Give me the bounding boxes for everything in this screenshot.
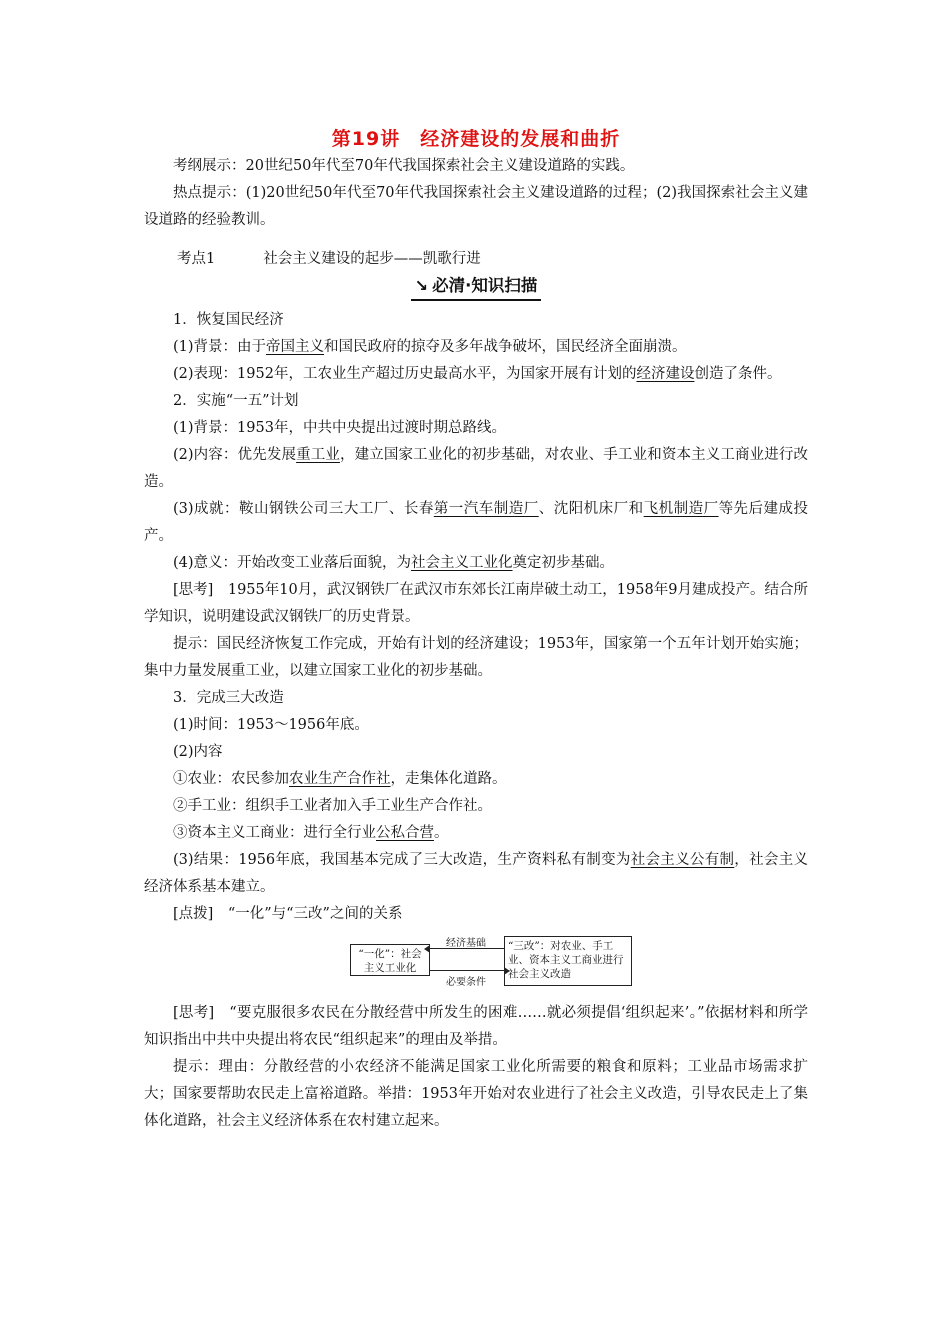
- diagram-top-label: 经济基础: [446, 938, 486, 949]
- lesson-title: 第19讲 经济建设的发展和曲折: [331, 128, 621, 150]
- section-1-performance: (2)表现：1952年，工农业生产超过历史最高水平，为国家开展有计划的经济建设创造了条件。: [173, 366, 782, 382]
- section-2-achievements: (3)成就：鞍山钢铁公司三大工厂、长春第一汽车制造厂、沈阳机床厂和飞机制造厂等先后建成投产。: [144, 501, 808, 544]
- section-2-background: (1)背景：1953年，中共中央提出过渡时期总路线。: [173, 420, 506, 436]
- exam-point-heading: [144, 246, 808, 273]
- diagram-bottom-label: 必要条件: [446, 977, 486, 988]
- diagram-left-box: “一化”：社会主义工业化: [350, 944, 430, 976]
- section-3-handicraft: ②手工业：组织手工业者加入手工业生产合作社。: [173, 798, 492, 814]
- section-1-background: (1)背景：由于帝国主义和国民政府的掠夺及多年战争破坏，国民经济全面崩溃。: [173, 339, 687, 355]
- document-page: [144, 118, 808, 1135]
- relationship-diagram: [144, 934, 808, 992]
- section-1-heading: 1．恢复国民经济: [173, 312, 284, 328]
- section-3-hint: 提示：理由：分散经营的小农经济不能满足国家工业化所需要的粮食和原料；工业品市场需求扩大；国家要帮助农民走上富裕道路。举措：1953年开始对农业进行了社会主义改造，引导农民走上了集体化道路，社会主义经济体系在农村建立起来。: [144, 1059, 808, 1129]
- section-3-agriculture: ①农业：农民参加农业生产合作社，走集体化道路。: [173, 771, 507, 787]
- section-2-content: (2)内容：优先发展重工业，建立国家工业化的初步基础，对农业、手工业和资本主义工商业进行改造。: [144, 447, 808, 490]
- section-3-think: [思考] “要克服很多农民在分散经营中所发生的困难……就必须提倡‘组织起来’。”依据材料和所学知识指出中共中央提出将农民“组织起来”的理由及举措。: [144, 1005, 808, 1048]
- section-banner: [144, 273, 808, 303]
- exam-point-text: 社会主义建设的起步——凯歌行进: [263, 251, 481, 267]
- banner-text: 必清·知识扫描: [432, 276, 538, 295]
- diagram-arrow-right: [430, 970, 504, 971]
- diagram-arrow-left: [430, 948, 504, 949]
- diagram-right-box: “三改”：对农业、手工业、资本主义工商业进行社会主义改造: [504, 936, 632, 986]
- arrow-down-right-icon: ↘: [414, 276, 429, 295]
- hotspot-text: 热点提示：(1)20世纪50年代至70年代我国探索社会主义建设道路的过程；(2)我国探索社会主义建设道路的经验教训。: [144, 185, 808, 228]
- exam-point-label: 考点1: [177, 251, 216, 267]
- section-3-commerce: ③资本主义工商业：进行全行业公私合营。: [173, 825, 449, 841]
- section-3-result: (3)结果：1956年底，我国基本完成了三大改造，生产资料私有制变为社会主义公有制，社会主义经济体系基本建立。: [144, 852, 809, 895]
- section-2-hint: 提示：国民经济恢复工作完成，开始有计划的经济建设；1953年，国家第一个五年计划开始实施；集中力量发展重工业，以建立国家工业化的初步基础。: [144, 636, 808, 679]
- section-3-time: (1)时间：1953～1956年底。: [173, 717, 369, 733]
- syllabus-text: 考纲展示：20世纪50年代至70年代我国探索社会主义建设道路的实践。: [173, 158, 635, 174]
- section-3-heading: 3．完成三大改造: [173, 690, 284, 706]
- section-3-dianbo: [点拨] “一化”与“三改”之间的关系: [173, 906, 403, 922]
- section-2-heading: 2．实施“一五”计划: [173, 393, 299, 409]
- section-3-content: (2)内容: [173, 744, 223, 760]
- section-2-significance: (4)意义：开始改变工业落后面貌，为社会主义工业化奠定初步基础。: [173, 555, 615, 571]
- section-2-think: [思考] 1955年10月，武汉钢铁厂在武汉市东郊长江南岸破土动工，1958年9月建成投产。结合所学知识，说明建设武汉钢铁厂的历史背景。: [144, 582, 808, 625]
